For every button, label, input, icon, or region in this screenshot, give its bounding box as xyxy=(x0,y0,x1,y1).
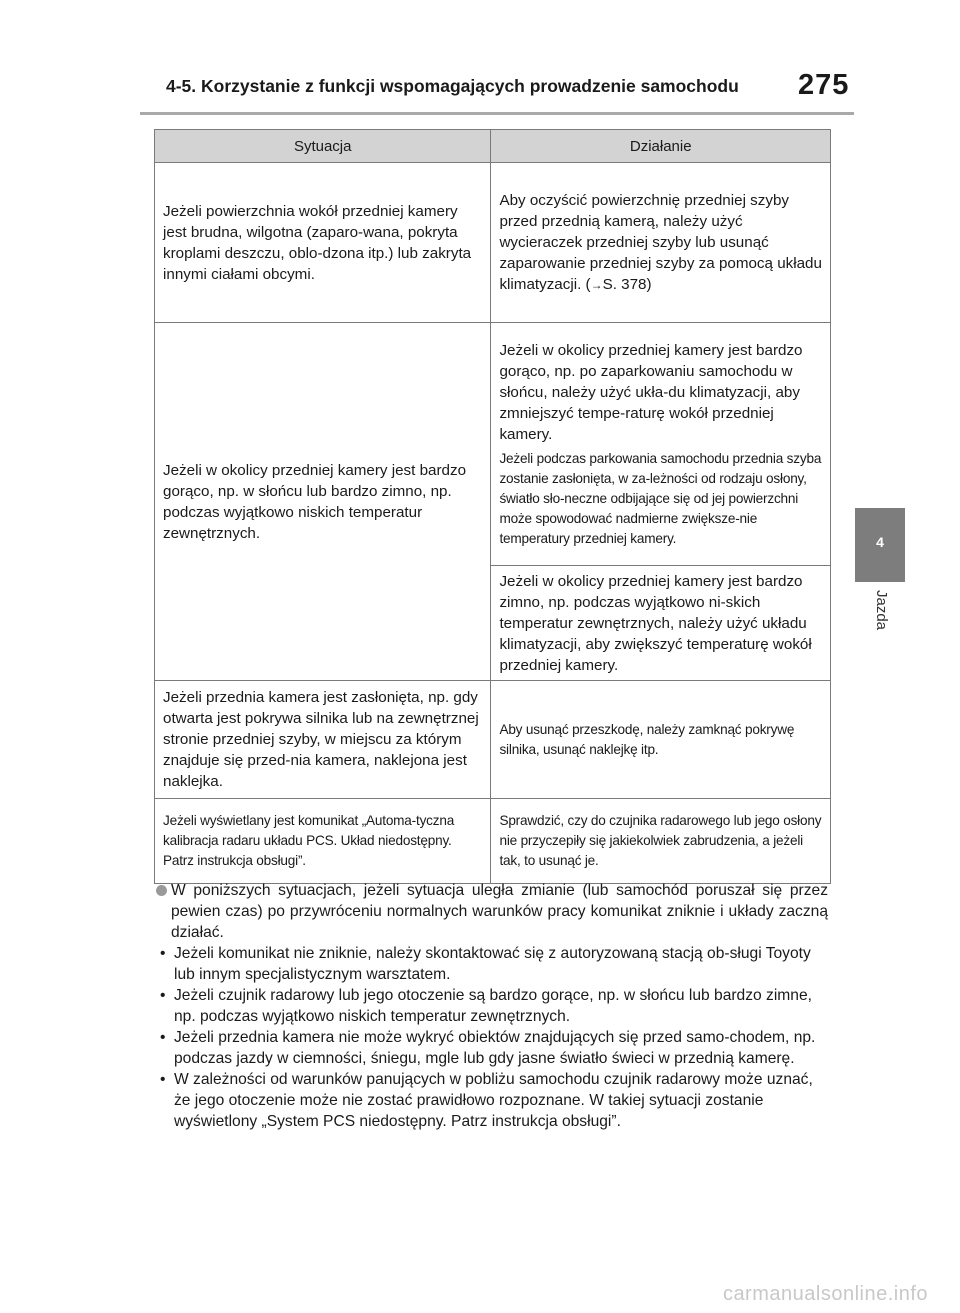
list-item xyxy=(156,1069,828,1132)
list-item xyxy=(156,1027,828,1069)
table-cell-action xyxy=(491,163,831,323)
header-divider xyxy=(140,112,854,115)
bullet-icon: • xyxy=(160,945,166,962)
table-row xyxy=(155,681,831,799)
table-row xyxy=(155,163,831,323)
table-cell-situation: Jeżeli przednia kamera jest zasłonięta, np. gdy otwarta jest pokrywa silnika lub na zewnętrznej stronie przedniej szyby, w miejscu za którym znajduje się przed-nia kamera, naklejona jest naklejka. xyxy=(155,681,491,799)
action-text: Jeżeli w okolicy przedniej kamery jest bardzo gorąco, np. po zaparkowaniu samochodu w słońcu, należy użyć ukła-du klimatyzacji, aby zmniejszyć tempe-raturę wokół przedniej kamery. xyxy=(499,341,803,443)
list-item-text: Jeżeli przednia kamera nie może wykryć obiektów znajdujących się przed samo-chodem, np. podczas jazdy w ciemności, śniegu, mgle lub gdy jasne światło świeci w przednią kamerę. xyxy=(174,1029,816,1067)
situation-action-table xyxy=(154,129,831,884)
bullet-icon: • xyxy=(160,1029,166,1046)
list-item xyxy=(156,943,828,985)
list-item-text: W zależności od warunków panujących w pobliżu samochodu czujnik radarowy może uznać, że jego otoczenie może nie zostać prawidłowo rozpoznane. W takiej sytuacji zostanie wyświetlony „System PCS niedostępny. Patrz instrukcja obsługi”. xyxy=(174,1071,813,1130)
section-title: 4-5. Korzystanie z funkcji wspomagających prowadzenie samochodu xyxy=(166,76,739,96)
table-header-row xyxy=(155,130,831,163)
page-reference-link[interactable]: S. 378) xyxy=(602,275,652,293)
table-cell-action xyxy=(491,323,831,566)
chapter-number: 4 xyxy=(876,534,884,550)
reference-arrow-icon: → xyxy=(590,277,603,292)
action-text: Aby oczyścić powierzchnię przedniej szyby przed przednią kamerą, należy użyć wycieraczek przedniej szyby lub usunąć zaparowanie przedniej szyby za pomocą układu klimatyzacji. ( xyxy=(499,191,822,293)
table-cell-situation: Jeżeli powierzchnia wokół przedniej kamery jest brudna, wilgotna (zaparo-wana, pokryta kroplami deszczu, oblo-dzona itp.) lub zakryta innymi ciałami obcymi. xyxy=(155,163,491,323)
watermark: carmanualsonline.info xyxy=(722,1283,928,1305)
bullet-icon: • xyxy=(160,987,166,1004)
bullet-icon: • xyxy=(160,1071,166,1088)
column-header-situation: Sytuacja xyxy=(155,130,491,163)
table-row xyxy=(155,323,831,566)
column-header-action: Działanie xyxy=(491,130,831,163)
chapter-label: Jazda xyxy=(873,590,890,631)
list-item-text: Jeżeli czujnik radarowy lub jego otoczenie są bardzo gorące, np. w słońcu lub bardzo zimne, np. podczas wyjątkowo niskich temperatur zewnętrznych. xyxy=(174,987,812,1025)
chapter-tab[interactable] xyxy=(855,508,905,582)
list-item-text: Jeżeli komunikat nie zniknie, należy skontaktować się z autoryzowaną stacją ob-sługi Toyoty lub innym specjalistycznym warsztatem. xyxy=(174,945,811,983)
note-text: W poniższych sytuacjach, jeżeli sytuacja uległa zmianie (lub samochód poruszał się przez pewien czas) po przywróceniu normalnych warunków pracy komunikat zniknie i układy zaczną działać. xyxy=(171,882,828,941)
page-number: 275 xyxy=(798,69,850,101)
table-cell-action: Jeżeli w okolicy przedniej kamery jest bardzo zimno, np. podczas wyjątkowo ni-skich temperatur zewnętrznych, należy użyć układu klimatyzacji, aby zwiększyć temperaturę wokół przedniej kamery. xyxy=(491,566,831,681)
note-paragraph xyxy=(156,880,828,943)
list-item xyxy=(156,985,828,1027)
circle-bullet-icon xyxy=(156,885,167,896)
action-note: Jeżeli podczas parkowania samochodu przednia szyba zostanie zasłonięta, w za-leżności od rodzaju osłony, światło sło-neczne odbijające się od jej powierzchni może spowodować nadmierne zwiększe-nie temperatury przedniej kamery. xyxy=(499,450,822,546)
table-cell-action: Aby usunąć przeszkodę, należy zamknąć pokrywę silnika, usunąć naklejkę itp. xyxy=(491,681,831,799)
table-row xyxy=(155,799,831,884)
notes-section xyxy=(156,880,828,1132)
table-cell-situation: Jeżeli w okolicy przedniej kamery jest bardzo gorąco, np. w słońcu lub bardzo zimno, np. podczas wyjątkowo niskich temperatur zewnętrznych. xyxy=(155,323,491,681)
table-cell-situation: Jeżeli wyświetlany jest komunikat „Automa-tyczna kalibracja radaru układu PCS. Układ niedostępny. Patrz instrukcja obsługi”. xyxy=(155,799,491,884)
table-cell-action: Sprawdzić, czy do czujnika radarowego lub jego osłony nie przyczepiły się jakiekolwiek zabrudzenia, a jeżeli tak, to usunąć je. xyxy=(491,799,831,884)
